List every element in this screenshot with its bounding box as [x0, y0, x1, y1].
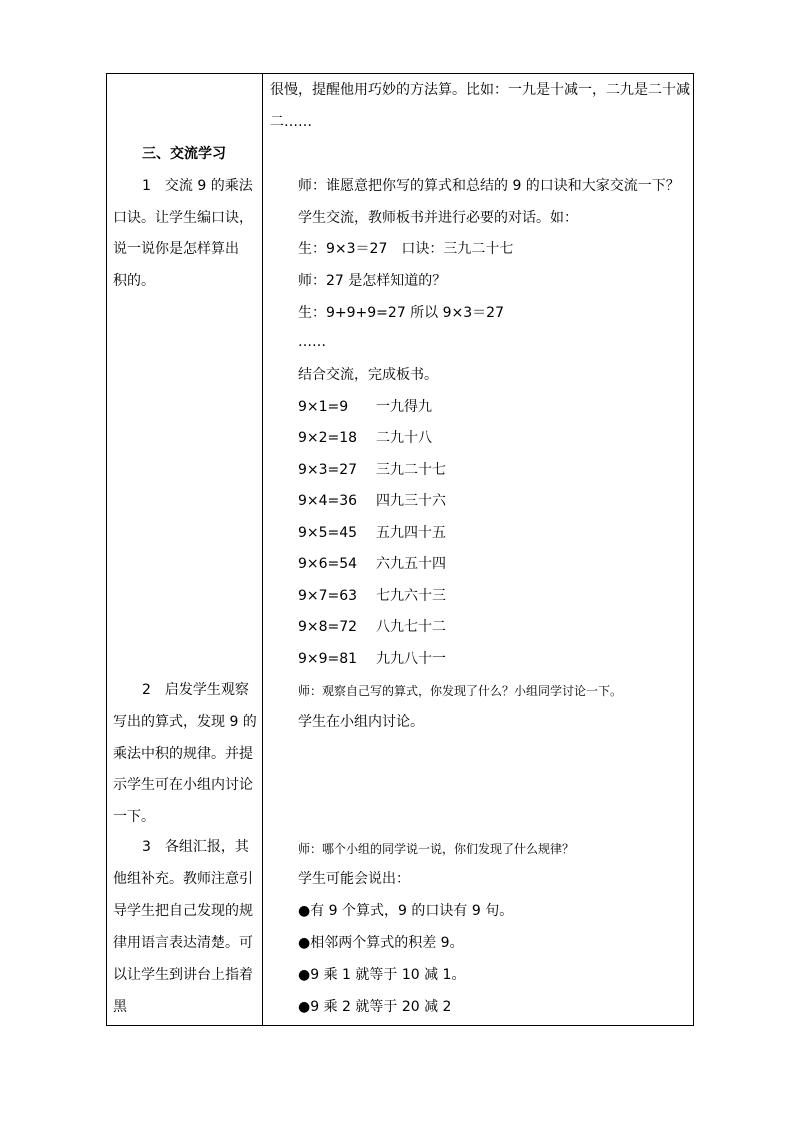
multiplication-rhyme: 二九十八 — [376, 430, 432, 446]
left-item2-line: 乘法中积的规律。并提 — [113, 746, 253, 762]
multiplication-equation: 9×8=72 — [298, 619, 358, 635]
dialogue-line: 生：9+9+9=27 所以 9×3＝27 — [298, 305, 504, 321]
group-discuss: 学生在小组内讨论。 — [298, 714, 424, 730]
finding-item: ●相邻两个算式的积差 9。 — [298, 935, 464, 951]
multiplication-equation: 9×9=81 — [298, 651, 358, 667]
left-item1-line: 口诀。让学生编口诀， — [113, 210, 253, 226]
left-item3-line: 黑 — [113, 999, 127, 1015]
multiplication-equation: 9×6=54 — [298, 556, 358, 572]
multiplication-rhyme: 七九六十三 — [376, 588, 446, 604]
left-item2-line: 写出的算式，发现 9 的 — [113, 714, 257, 730]
dialogue-line: 师：谁愿意把你写的算式和总结的 9 的口诀和大家交流一下？ — [298, 178, 680, 194]
section-heading: 三、交流学习 — [142, 146, 226, 162]
left-item2-line: 一下。 — [113, 809, 155, 825]
multiplication-equation: 9×7=63 — [298, 588, 358, 604]
left-item3-line: 导学生把自己发现的规 — [113, 903, 253, 919]
multiplication-rhyme: 八九七十二 — [376, 619, 446, 635]
left-item2-line: 2 启发学生观察 — [142, 682, 249, 698]
multiplication-rhyme: 九九八十一 — [376, 651, 446, 667]
multiplication-rhyme: 六九五十四 — [376, 556, 446, 572]
dialogue-line: 生：9×3＝27 口诀：三九二十七 — [298, 241, 514, 257]
left-item3-line: 他组补充。教师注意引 — [113, 871, 253, 887]
dialogue-line: 学生交流，教师板书并进行必要的对话。如： — [298, 210, 578, 226]
multiplication-equation: 9×1=9 — [298, 399, 349, 415]
finding-item: ●有 9 个算式，9 的口诀有 9 句。 — [298, 903, 514, 919]
dialogue-line: 师：27 是怎样知道的？ — [298, 273, 447, 289]
multiplication-equation: 9×3=27 — [298, 462, 358, 478]
dialogue-line: …… — [298, 334, 326, 350]
intro-line: 很慢，提醒他用巧妙的方法算。比如：一九是十减一，二九是二十减 — [270, 82, 690, 98]
column-divider — [262, 73, 263, 1026]
left-item1-line: 1 交流 9 的乘法 — [142, 178, 253, 194]
left-item3-line: 律用语言表达清楚。可 — [113, 935, 253, 951]
multiplication-equation: 9×4=36 — [298, 493, 358, 509]
multiplication-equation: 9×2=18 — [298, 430, 358, 446]
multiplication-equation: 9×5=45 — [298, 525, 358, 541]
multiplication-rhyme: 四九三十六 — [376, 493, 446, 509]
left-item3-line: 以让学生到讲台上指着 — [113, 967, 253, 983]
report-prompt: 师：哪个小组的同学说一说，你们发现了什么规律？ — [298, 842, 575, 856]
observe-prompt: 师：观察自己写的算式，你发现了什么？小组同学讨论一下。 — [298, 684, 623, 698]
left-item3-line: 3 各组汇报，其 — [142, 839, 249, 855]
left-item2-line: 示学生可在小组内讨论 — [113, 777, 253, 793]
dialogue-line: 结合交流，完成板书。 — [298, 367, 438, 383]
intro-line: 二…… — [270, 114, 312, 130]
finding-item: ●9 乘 2 就等于 20 减 2 — [298, 999, 452, 1015]
students-may-say: 学生可能会说出： — [298, 871, 410, 887]
left-item1-line: 说一说你是怎样算出 — [113, 241, 239, 257]
multiplication-rhyme: 五九四十五 — [376, 525, 446, 541]
multiplication-rhyme: 一九得九 — [376, 399, 432, 415]
finding-item: ●9 乘 1 就等于 10 减 1。 — [298, 967, 466, 983]
multiplication-rhyme: 三九二十七 — [376, 462, 446, 478]
left-item1-line: 积的。 — [113, 273, 155, 289]
